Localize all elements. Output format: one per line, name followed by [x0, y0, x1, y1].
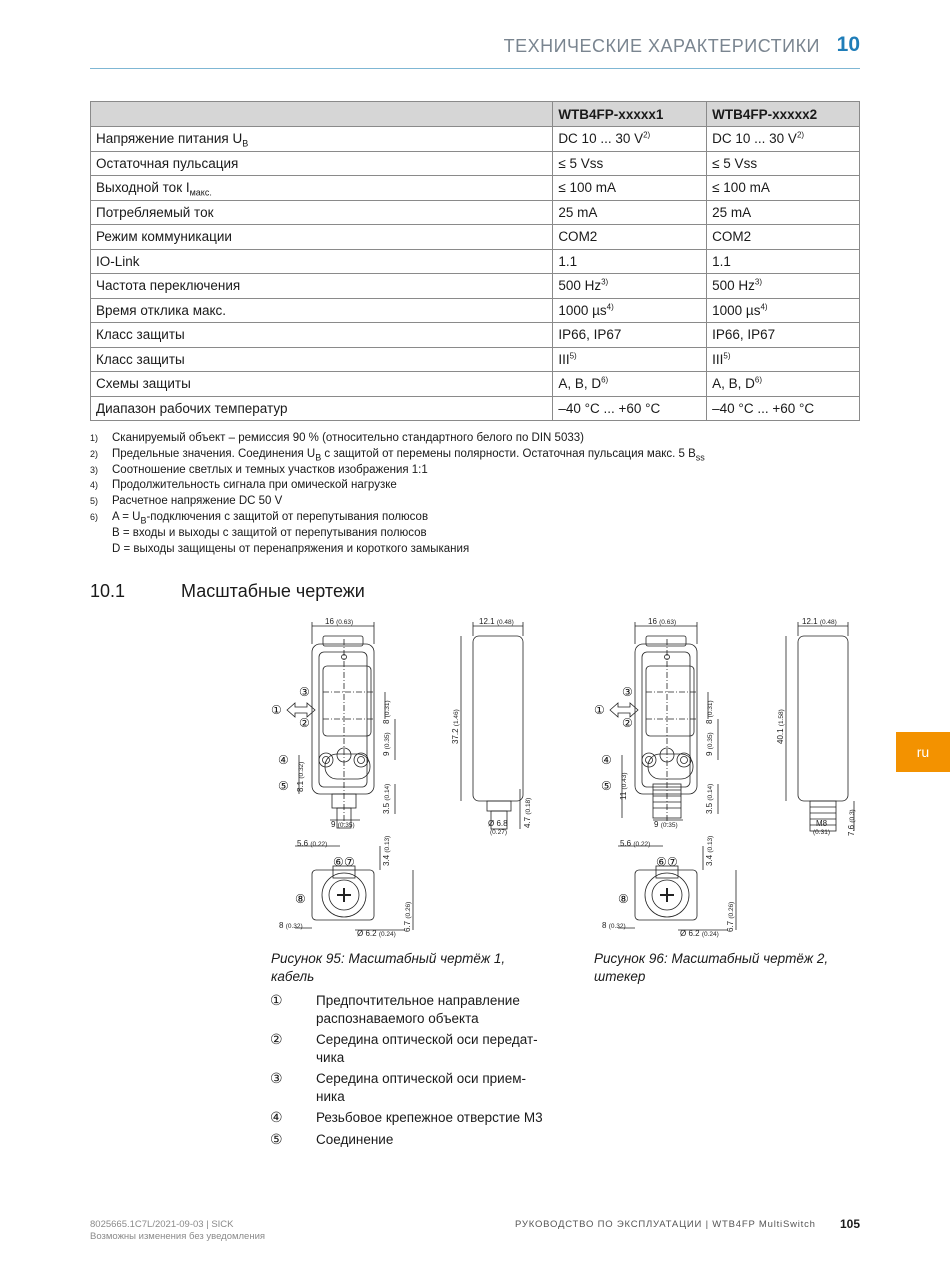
callout-4: ④	[278, 753, 289, 767]
footnote: 1) Сканируемый объект – ремиссия 90 % (относительно стандартного белого по DIN 5033)	[90, 432, 584, 444]
page-number: 105	[839, 1217, 860, 1231]
table-cell: Схемы защиты	[91, 372, 553, 397]
table-cell: DC 10 ... 30 $V^{2)}$	[553, 127, 707, 152]
dim-7-6: 7.6 (0.3)	[847, 809, 856, 836]
table-cell: COM2	[553, 225, 707, 250]
table-cell: 1.1	[707, 249, 860, 274]
footnote: 3) Соотношение светлых и темных участков изображения 1:1	[90, 463, 428, 476]
section-number: 10.1	[90, 581, 126, 601]
dim-9-bottom: 9 (0.35)	[331, 820, 355, 829]
table-cell: III$^{5)}$	[707, 347, 860, 372]
callout-8: ⑧	[618, 892, 629, 906]
table-row	[91, 347, 860, 372]
footer-manual-title: РУКОВОДСТВО ПО ЭКСПЛУАТАЦИИ | WTB4FP MultiSwitch	[515, 1219, 816, 1230]
table-cell: 1.1	[553, 249, 707, 274]
callout-3: ③	[299, 685, 310, 699]
callout-6: ⑥	[333, 855, 344, 869]
table-row	[91, 176, 860, 201]
table-row	[91, 274, 860, 299]
dim-height: 40.1 (1.58)	[776, 709, 785, 744]
table-row	[91, 298, 860, 323]
table-row	[91, 323, 860, 348]
table-cell: Напряжение питания $U_B$	[91, 127, 553, 152]
dim-6-7: 6.7 (0.26)	[726, 901, 735, 932]
callout-6: ⑥	[656, 855, 667, 869]
header-title: ТЕХНИЧЕСКИЕ ХАРАКТЕРИСТИКИ	[503, 36, 820, 56]
table-cell: 1000 µs$^{4)}$	[553, 298, 707, 323]
dim-6-2: Ø 6.2 (0.24)	[357, 929, 396, 938]
table-cell: ≤ 5 Vss	[707, 151, 860, 176]
dim-5-6: 5.6 (0.22)	[297, 839, 328, 848]
footnote: 6) $A = U_B$-подключения с защитой от перепутывания полюсов B = входы и выходы с защитой от перепутывания полюсов D = выходы защищены от перенапряжения и короткого замыкания	[90, 510, 470, 555]
page-header	[90, 30, 860, 69]
table-row	[91, 225, 860, 250]
table-cell: –40 °C ... +60 °C	[707, 396, 860, 421]
dim-side-width: 12.1 (0.48)	[802, 617, 837, 626]
table-cell: Частота переключения	[91, 274, 553, 299]
section-title: Масштабные чертежи	[181, 581, 365, 601]
language-tab[interactable]: ru	[896, 732, 950, 772]
legend-item: ⑤ Соединение	[270, 1130, 394, 1147]
legend-item: ③ Середина оптической оси прием-ника	[270, 1070, 526, 1104]
table-cell: COM2	[707, 225, 860, 250]
table-cell: 25 mA	[553, 200, 707, 225]
footnote: 2) Предельные значения. Соединения $U_B$ с защитой от перемены полярности. Остаточная пульсация макс. 5 $B_{ss}$	[90, 447, 705, 463]
dim-3-5: 3.5 (0.14)	[705, 783, 714, 814]
callout-1: ①	[594, 703, 605, 717]
table-row	[91, 372, 860, 397]
chapter-number: 10	[836, 33, 860, 56]
legend-item: ① Предпочтительное направление распознаваемого объекта	[270, 992, 520, 1026]
table-cell: Время отклика макс.	[91, 298, 553, 323]
table-cell: 500 Hz$^{3)}$	[553, 274, 707, 299]
table-header-row	[91, 102, 860, 127]
table-cell: DC 10 ... 30 $V^{2)}$	[707, 127, 860, 152]
dim-8-bottom: 8 (0.32)	[602, 921, 626, 930]
table-cell: Диапазон рабочих температур	[91, 396, 553, 421]
callout-legend	[270, 992, 550, 1152]
dim-6-8: Ø 6.8	[488, 819, 508, 828]
footer-doc-info	[90, 1219, 265, 1243]
table-cell: Режим коммуникации	[91, 225, 553, 250]
dim-8-bottom: 8 (0.32)	[279, 921, 303, 930]
dim-6-8-in: (0.27)	[490, 829, 507, 836]
dim-6-7: 6.7 (0.26)	[403, 901, 412, 932]
callout-7: ⑦	[344, 855, 355, 869]
dim-m8: M8	[816, 819, 828, 828]
table-row	[91, 127, 860, 152]
figure-caption-95: Рисунок 95: Масштабный чертёж 1, кабель	[271, 951, 506, 984]
table-cell: IO-Link	[91, 249, 553, 274]
table-cell: Класс защиты	[91, 347, 553, 372]
dim-4-7: 4.7 (0.18)	[523, 797, 532, 828]
table-header-cell: WTB4FP-xxxxx1	[553, 102, 707, 127]
callout-5: ⑤	[278, 779, 289, 793]
legend-item: ② Середина оптической оси передат-чика	[270, 1031, 538, 1065]
callout-2: ②	[622, 716, 633, 730]
specs-table	[90, 101, 860, 421]
dim-8: 8 (0.31)	[705, 700, 714, 724]
table-cell: Потребляемый ток	[91, 200, 553, 225]
table-header-cell: WTB4FP-xxxxx2	[707, 102, 860, 127]
table-cell: –40 °C ... +60 °C	[553, 396, 707, 421]
dim-width-top: 16 (0.63)	[648, 617, 677, 626]
table-cell: ≤ 100 mA	[707, 176, 860, 201]
footnote: 4) Продолжительность сигнала при омической нагрузке	[90, 479, 397, 492]
table-cell: Класс защиты	[91, 323, 553, 348]
dim-5-6: 5.6 (0.22)	[620, 839, 651, 848]
dim-side-width: 12.1 (0.48)	[479, 617, 514, 626]
table-cell: III$^{5)}$	[553, 347, 707, 372]
table-row	[91, 151, 860, 176]
dim-11: 11 (0.43)	[619, 772, 628, 800]
dim-3-5: 3.5 (0.14)	[382, 783, 391, 814]
footnote: 5) Расчетное напряжение DC 50 V	[90, 495, 283, 508]
callout-8: ⑧	[295, 892, 306, 906]
legend-item: ④ Резьбовое крепежное отверстие M3	[270, 1109, 543, 1125]
callout-1: ①	[271, 703, 282, 717]
table-row	[91, 396, 860, 421]
figure-caption-96: Рисунок 96: Масштабный чертёж 2, штекер	[594, 951, 829, 984]
table-header-cell	[91, 102, 553, 127]
dim-3-4: 3.4 (0.13)	[382, 835, 391, 866]
callout-4: ④	[601, 753, 612, 767]
dim-8-1: 8.1 (0.32)	[296, 761, 305, 792]
dim-9: 9 (0.35)	[705, 732, 714, 756]
dim-m8-in: (0.31)	[813, 829, 830, 836]
callout-7: ⑦	[667, 855, 678, 869]
dim-9-bottom: 9 (0.35)	[654, 820, 678, 829]
table-cell: A, B, $D^{6)}$	[553, 372, 707, 397]
dim-8: 8 (0.31)	[382, 700, 391, 724]
callout-2: ②	[299, 716, 310, 730]
footnotes	[90, 431, 705, 557]
table-row	[91, 200, 860, 225]
table-cell: ≤ 5 Vss	[553, 151, 707, 176]
footer-note: Возможны изменения без уведомления	[90, 1231, 266, 1242]
table-cell: A, B, $D^{6)}$	[707, 372, 860, 397]
footer-doc-id: 8025665.1C7L/2021-09-03 | SICK	[90, 1219, 234, 1230]
dimension-drawing-cable	[265, 614, 555, 944]
table-cell: IP66, IP67	[553, 323, 707, 348]
dim-9: 9 (0.35)	[382, 732, 391, 756]
table-cell: Выходной ток $I_{макс.}$	[91, 176, 553, 201]
table-cell: ≤ 100 mA	[553, 176, 707, 201]
dimension-drawing-connector	[588, 614, 868, 944]
table-cell: 1000 µs$^{4)}$	[707, 298, 860, 323]
table-cell: IP66, IP67	[707, 323, 860, 348]
table-cell: 25 mA	[707, 200, 860, 225]
dim-width-top: 16 (0.63)	[325, 617, 354, 626]
dim-height: 37.2 (1.46)	[451, 709, 460, 744]
table-cell: Остаточная пульсация	[91, 151, 553, 176]
callout-3: ③	[622, 685, 633, 699]
dim-3-4: 3.4 (0.13)	[705, 835, 714, 866]
dim-6-2: Ø 6.2 (0.24)	[680, 929, 719, 938]
callout-5: ⑤	[601, 779, 612, 793]
table-row	[91, 249, 860, 274]
table-cell: 500 Hz$^{3)}$	[707, 274, 860, 299]
